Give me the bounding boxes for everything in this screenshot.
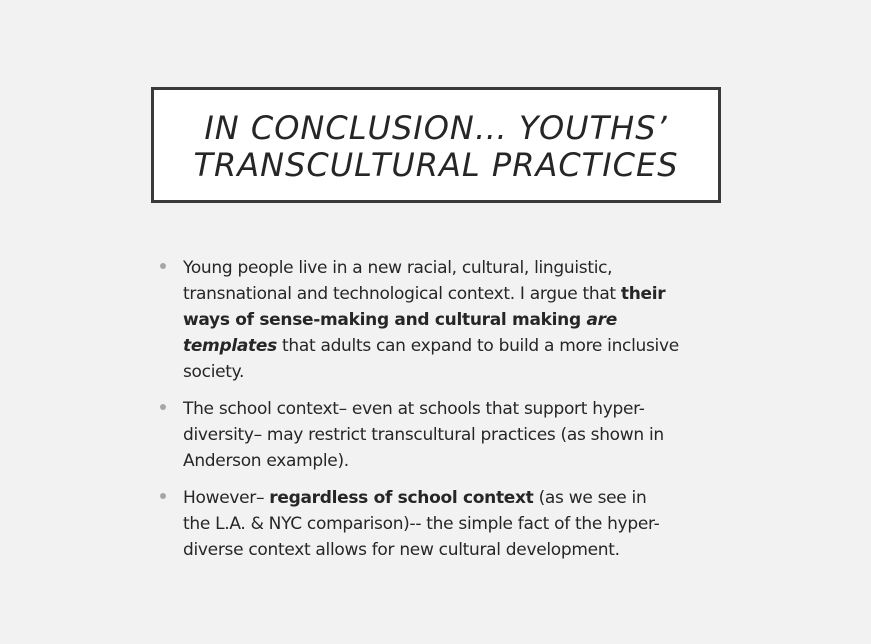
bullet-text-line [183, 485, 720, 511]
bullet-text-line [183, 307, 720, 333]
slide-title-line-2: TRANSCULTURAL PRACTICES [193, 146, 679, 184]
text-segment: their [620, 284, 666, 304]
text-segment: regardless of school context [269, 488, 534, 508]
text-segment: diverse context allows for new cultural development. [183, 540, 620, 560]
text-segment: transnational and technological context. I argue that [183, 284, 621, 304]
bullet-text-line [183, 396, 720, 422]
bullet-item [160, 396, 720, 474]
bullet-text-line [183, 511, 720, 537]
bullet-dot-icon [160, 263, 166, 269]
text-segment: diversity– may restrict transcultural practices (as shown in [183, 425, 664, 445]
slide-title-box [151, 87, 721, 203]
bullet-text-line [183, 359, 720, 385]
text-segment: that adults can expand to build a more inclusive [276, 336, 679, 356]
slide-title-line-1: IN CONCLUSION… YOUTHS’ [204, 109, 668, 147]
text-segment: are [586, 310, 617, 330]
bullet-text [183, 396, 720, 474]
text-segment: The school context– even at schools that support hyper- [183, 399, 645, 419]
text-segment: However– [183, 488, 270, 508]
text-segment: (as we see in [533, 488, 647, 508]
bullet-text-line [183, 333, 720, 359]
bullet-text [183, 255, 720, 385]
bullet-text-line [183, 255, 720, 281]
bullet-text [183, 485, 720, 563]
text-segment: Young people live in a new racial, cultural, linguistic, [183, 258, 613, 278]
bullet-text-line [183, 537, 720, 563]
bullet-text-line [183, 422, 720, 448]
text-segment: templates [183, 336, 277, 356]
bullet-item [160, 485, 720, 563]
text-segment: the L.A. & NYC comparison)-- the simple fact of the hyper- [183, 514, 660, 534]
bullet-list [160, 255, 720, 574]
text-segment: society. [183, 362, 245, 382]
bullet-dot-icon [160, 404, 166, 410]
bullet-text-line [183, 281, 720, 307]
bullet-item [160, 255, 720, 385]
bullet-text-line [183, 448, 720, 474]
text-segment: ways of sense-making and cultural making [183, 310, 587, 330]
text-segment: Anderson example). [183, 451, 349, 471]
bullet-dot-icon [160, 493, 166, 499]
